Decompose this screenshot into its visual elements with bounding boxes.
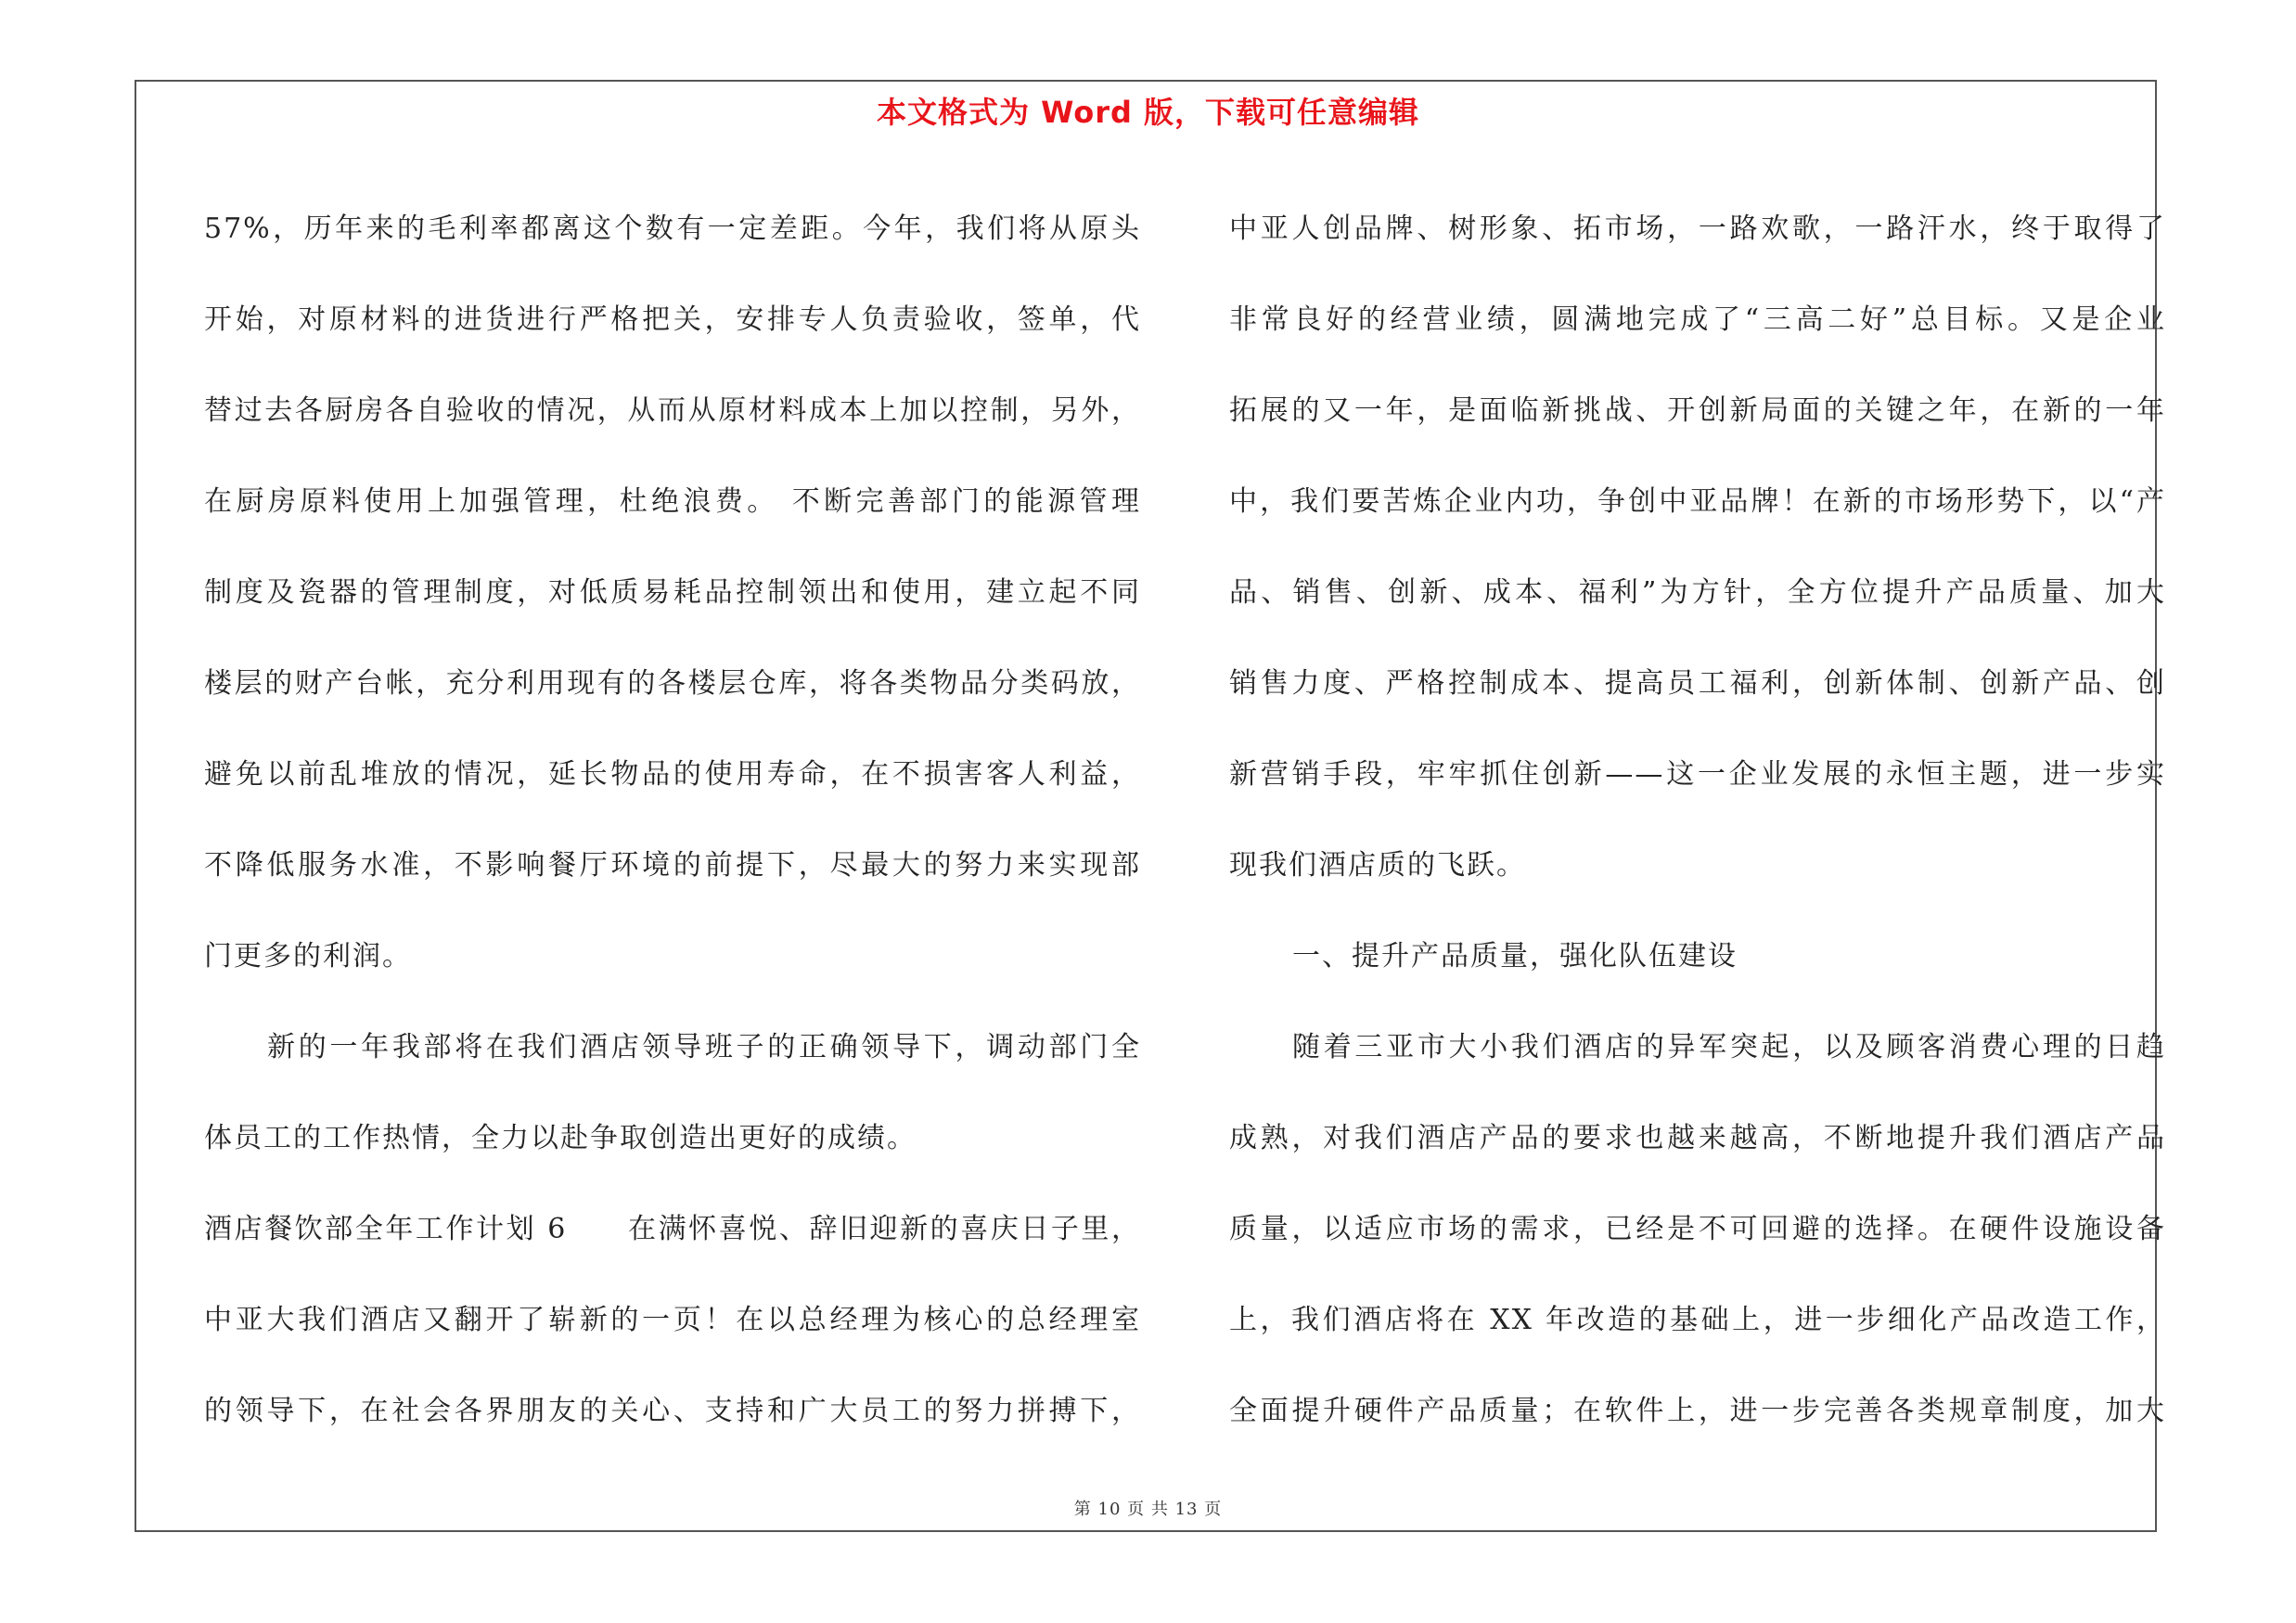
- text-line: 成熟，对我们酒店产品的要求也越来越高，不断地提升我们酒店产品: [1229, 1122, 2166, 1154]
- paragraph-start-line: 新的一年我部将在我们酒店领导班子的正确领导下，调动部门全: [267, 1031, 1141, 1063]
- right-text-column: [1229, 184, 2166, 1457]
- text-line: 中亚大我们酒店又翻开了崭新的一页！在以总经理为核心的总经理室: [204, 1304, 1141, 1336]
- paragraph-start-line: 随着三亚市大小我们酒店的异军突起，以及顾客消费心理的日趋: [1292, 1031, 2166, 1063]
- header-banner: 本文格式为 Word 版，下载可任意编辑: [876, 95, 1420, 130]
- text-line: 中亚人创品牌、树形象、拓市场，一路欢歌，一路汗水，终于取得了: [1229, 213, 2166, 245]
- text-line: 楼层的财产台帐，充分利用现有的各楼层仓库，将各类物品分类码放，: [204, 667, 1141, 700]
- text-line: 替过去各厨房各自验收的情况，从而从原材料成本上加以控制，另外，: [204, 394, 1141, 427]
- text-line: 制度及瓷器的管理制度，对低质易耗品控制领出和使用，建立起不同: [204, 576, 1141, 609]
- text-line: 现我们酒店质的飞跃。: [1229, 849, 1526, 882]
- text-line: 在厨房原料使用上加强管理，杜绝浪费。 不断完善部门的能源管理: [204, 485, 1141, 518]
- text-line: 体员工的工作热情，全力以赴争取创造出更好的成绩。: [204, 1122, 917, 1154]
- text-line: 品、销售、创新、成本、福利”为方针，全方位提升产品质量、加大: [1229, 576, 2166, 609]
- page-number-footer: 第 10 页 共 13 页: [1073, 1500, 1223, 1519]
- text-line: 中，我们要苦炼企业内功，争创中亚品牌！在新的市场形势下，以“产: [1229, 485, 2166, 518]
- text-line: 避免以前乱堆放的情况，延长物品的使用寿命，在不损害客人利益，: [204, 758, 1141, 791]
- text-line: 全面提升硬件产品质量；在软件上，进一步完善各类规章制度，加大: [1229, 1395, 2166, 1427]
- text-line: 的领导下，在社会各界朋友的关心、支持和广大员工的努力拼搏下，: [204, 1395, 1141, 1427]
- text-line: 新营销手段，牢牢抓住创新——这一企业发展的永恒主题，进一步实: [1229, 758, 2166, 791]
- text-line: 门更多的利润。: [204, 940, 412, 973]
- text-line: 57%，历年来的毛利率都离这个数有一定差距。今年，我们将从原头: [204, 213, 1141, 245]
- text-line: 上，我们酒店将在 XX 年改造的基础上，进一步细化产品改造工作，: [1229, 1304, 2166, 1336]
- section-heading: 一、提升产品质量，强化队伍建设: [1292, 940, 1738, 973]
- text-line: 开始，对原材料的进货进行严格把关，安排专人负责验收，签单，代: [204, 303, 1141, 336]
- text-line: 销售力度、严格控制成本、提高员工福利，创新体制、创新产品、创: [1229, 667, 2166, 700]
- left-text-column: [204, 184, 1141, 1457]
- section-title-line: 酒店餐饮部全年工作计划 6 在满怀喜悦、辞旧迎新的喜庆日子里，: [204, 1213, 1141, 1245]
- text-line: 质量，以适应市场的需求，已经是不可回避的选择。在硬件设施设备: [1229, 1213, 2166, 1245]
- text-line: 不降低服务水准，不影响餐厅环境的前提下，尽最大的努力来实现部: [204, 849, 1141, 882]
- text-line: 非常良好的经营业绩，圆满地完成了“三高二好”总目标。又是企业: [1229, 303, 2166, 336]
- text-line: 拓展的又一年，是面临新挑战、开创新局面的关键之年，在新的一年: [1229, 394, 2166, 427]
